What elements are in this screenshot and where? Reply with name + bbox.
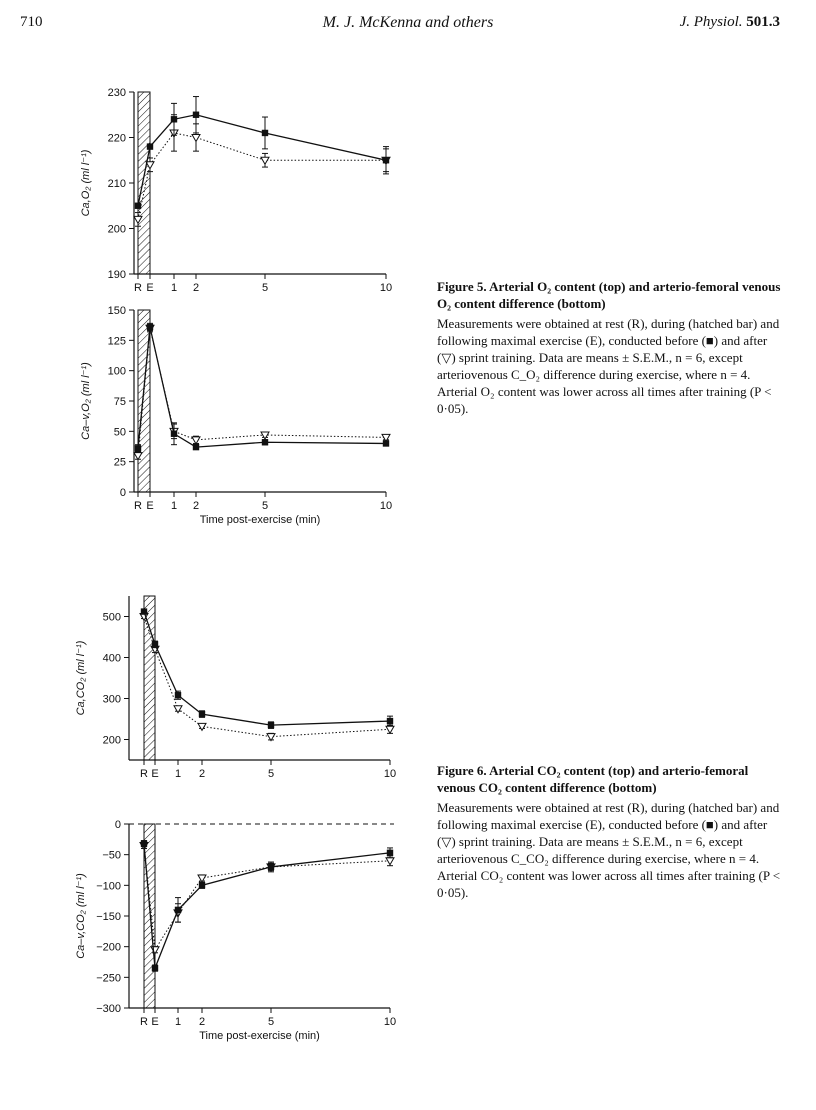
after-training-marker (386, 858, 394, 865)
y-tick-label: 0 (114, 819, 121, 831)
y-tick-label: −150 (96, 911, 121, 923)
after-training-line (144, 617, 390, 737)
after-training-marker (192, 437, 200, 444)
x-tick-label: 2 (198, 768, 206, 780)
before-training-marker (141, 840, 147, 846)
x-tick-label: E (151, 1016, 159, 1028)
fig5-top-panel (0, 80, 420, 294)
y-tick-label: −300 (96, 1003, 121, 1015)
x-tick-label: 1 (170, 500, 178, 512)
exercise-hatched-bar (138, 310, 150, 492)
x-tick-label: 10 (383, 1016, 397, 1028)
before-training-marker (152, 965, 158, 971)
x-tick-label: R (134, 282, 142, 294)
y-tick-label: 200 (107, 223, 126, 236)
journal-name: J. Physiol. (679, 14, 743, 30)
x-axis-title: Time post-exercise (min) (199, 1030, 320, 1042)
y-tick-label: −100 (96, 880, 121, 893)
fig6-bottom-panel (0, 814, 420, 1050)
y-axis-title: Ca–v,CO₂ (ml l⁻¹) (75, 873, 87, 959)
y-tick-label: 210 (107, 178, 126, 190)
running-head-journal (680, 14, 780, 31)
before-training-marker (135, 445, 141, 451)
figure5-caption-body: Measurements were obtained at rest (R), during (hatched bar) and following maximal exercise (E), conducted before (■) and after (▽) sprint training. Data are means ± S.E.M., n = 6, except arteriovenous C_O₂ difference during exercise, where n = 4. Arterial O₂ content was lower across all times after training (P < 0·05). (437, 316, 780, 416)
before-training-marker (387, 718, 393, 724)
page-number: 710 (20, 14, 43, 30)
y-tick-label: 200 (102, 734, 121, 747)
x-tick-label: R (140, 768, 148, 780)
y-tick-label: 0 (119, 487, 126, 499)
before-training-line (144, 844, 390, 969)
x-tick-label: 1 (174, 1016, 182, 1028)
x-tick-label: E (146, 500, 154, 512)
before-training-marker (147, 324, 153, 330)
figure5-caption-title: Figure 5. Arterial O₂ content (top) and arterio-femoral venous O₂ content difference (bottom) (437, 279, 781, 311)
before-training-line (138, 115, 386, 206)
y-tick-label: 125 (107, 335, 126, 348)
before-training-marker (193, 112, 199, 118)
y-tick-label: 220 (107, 132, 126, 145)
y-axis-title: Ca,O₂ (ml l⁻¹) (80, 149, 92, 217)
before-training-marker (262, 439, 268, 445)
before-training-marker (147, 143, 153, 149)
y-tick-label: 75 (113, 396, 126, 408)
y-tick-label: 300 (102, 693, 121, 706)
before-training-marker (268, 722, 274, 728)
before-training-marker (171, 116, 177, 122)
fig6-top-panel (0, 590, 420, 778)
before-training-marker (268, 864, 274, 870)
y-tick-label: 25 (113, 456, 126, 469)
after-training-marker (386, 726, 394, 733)
y-tick-label: 190 (107, 269, 126, 281)
before-training-marker (199, 882, 205, 888)
before-training-marker (175, 907, 181, 913)
x-tick-label: 10 (383, 768, 397, 780)
x-axis-title: Time post-exercise (min) (199, 514, 321, 526)
before-training-marker (175, 692, 181, 698)
x-tick-label: 2 (192, 282, 200, 294)
x-tick-label: 5 (261, 282, 269, 294)
x-tick-label: 5 (261, 500, 269, 512)
journal-volume: 501.3 (746, 14, 780, 30)
after-training-marker (192, 135, 200, 142)
x-tick-label: 2 (192, 500, 200, 512)
y-tick-label: 230 (107, 87, 126, 99)
x-tick-label: 1 (174, 768, 182, 780)
fig5-bottom-panel (0, 298, 420, 530)
x-tick-label: 1 (170, 282, 178, 294)
x-tick-label: 5 (267, 1016, 275, 1028)
y-axis-title: Ca,CO₂ (ml l⁻¹) (75, 640, 87, 716)
figure6-caption-title: Figure 6. Arterial CO₂ content (top) and arterio-femoral venous CO₂ content difference (bottom) (437, 763, 749, 795)
x-tick-label: R (140, 1016, 148, 1028)
figure6-caption (437, 762, 789, 901)
x-tick-label: E (151, 768, 159, 780)
figure5-caption (437, 278, 789, 417)
before-training-marker (387, 850, 393, 856)
x-tick-label: E (146, 282, 154, 294)
y-tick-label: 150 (107, 305, 126, 317)
x-tick-label: 10 (379, 500, 393, 512)
x-tick-label: 2 (198, 1016, 206, 1028)
exercise-hatched-bar (144, 824, 155, 1008)
before-training-marker (171, 431, 177, 437)
y-axis-title: Ca–v,O₂ (ml l⁻¹) (80, 362, 92, 440)
before-training-marker (199, 711, 205, 717)
before-training-marker (141, 608, 147, 614)
before-training-marker (383, 440, 389, 446)
before-training-marker (383, 157, 389, 163)
y-tick-label: 500 (102, 611, 121, 624)
before-training-marker (262, 130, 268, 136)
x-tick-label: 5 (267, 768, 275, 780)
x-tick-label: R (134, 500, 142, 512)
y-tick-label: 50 (113, 426, 126, 439)
before-training-marker (135, 203, 141, 209)
before-training-marker (152, 641, 158, 647)
x-tick-label: 10 (379, 282, 393, 294)
figure6-caption-body: Measurements were obtained at rest (R), during (hatched bar) and following maximal exercise (E), conducted before (■) and after (▽) sprint training. Data are means ± S.E.M., n = 6, except arteriovenous C_CO₂ difference during exercise, where n = 4. Arterial CO₂ content was lower across all times after training (P < 0·05). (437, 800, 781, 900)
y-tick-label: −50 (102, 849, 121, 862)
running-head-authors: M. J. McKenna and others (322, 14, 494, 31)
y-tick-label: −250 (96, 972, 121, 985)
y-tick-label: 100 (107, 365, 126, 378)
exercise-hatched-bar (138, 92, 150, 274)
y-tick-label: −200 (96, 941, 121, 954)
before-training-marker (193, 444, 199, 450)
after-training-line (138, 133, 386, 219)
y-tick-label: 400 (102, 652, 121, 665)
